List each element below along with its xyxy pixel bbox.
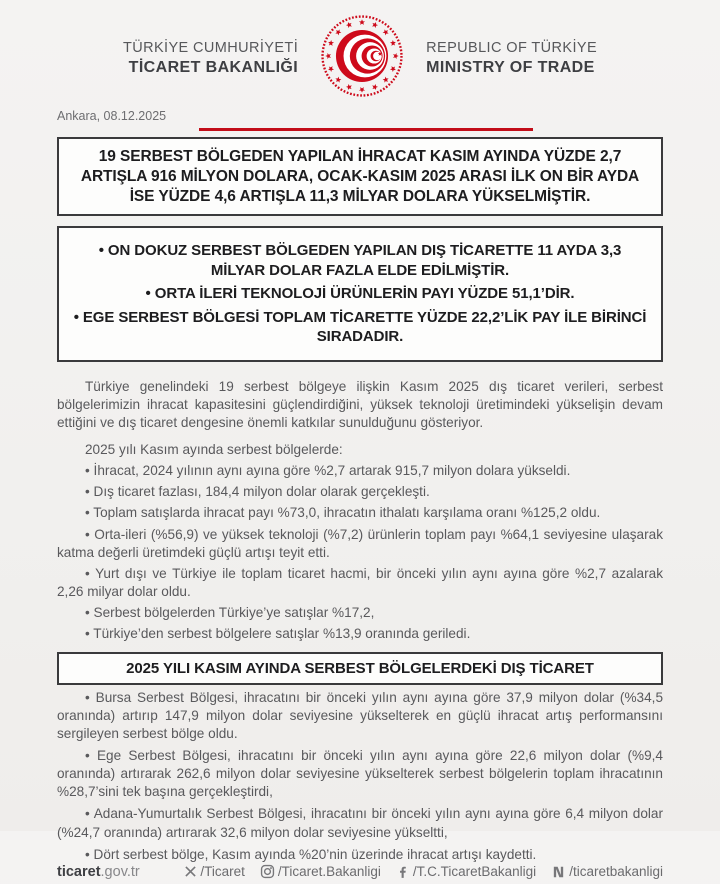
header-turkish-line1: TÜRKİYE CUMHURİYETİ: [122, 40, 299, 57]
instagram-icon: [260, 864, 275, 879]
social-handle: /ticaretbakanligi: [569, 864, 663, 880]
highlight-bullet: • EGE SERBEST BÖLGESİ TOPLAM TİCARETTE YÜZDE 22,2’LİK PAY İLE BİRİNCİ SIRADADIR.: [73, 308, 647, 346]
x-icon: [184, 865, 197, 878]
social-handle: /Ticaret.Bakanligi: [277, 864, 381, 880]
detail-item: • Bursa Serbest Bölgesi, ihracatını bir önceki yılın aynı ayına göre 37,9 milyon dolar (%34,5 oranında) artırıp 147,9 milyon dolar seviyesine yükselterek en güçlü ihracat artış performansını sergileyen serbest bölge oldu.: [57, 690, 663, 742]
facebook-icon: [396, 865, 410, 879]
header-divider-red-segment: [199, 128, 532, 131]
nsosyal-icon: [551, 865, 566, 879]
highlight-bullet: • ORTA İLERİ TEKNOLOJİ ÜRÜNLERİN PAYI YÜZDE 51,1’DİR.: [145, 285, 575, 303]
header-turkish-title: [123, 39, 298, 77]
section-title-box: 2025 YILI KASIM AYINDA SERBEST BÖLGELERDEKİ DIŞ TİCARET: [57, 652, 663, 685]
social-link-x[interactable]: [184, 864, 245, 879]
social-links: [184, 864, 663, 879]
intro-paragraph: Türkiye genelindeki 19 serbest bölgeye ilişkin Kasım 2025 dış ticaret verileri, serbest bölgelerimizin ihracat kapasitesini güçlendirdiğini, yüksek teknoloji üretimindeki yükselişin devam ettiğini ve dış ticaret dengesine önemli katkılar sunulduğunu gösteriyor.: [57, 378, 663, 431]
stat-item: • Yurt dışı ve Türkiye ile toplam ticaret hacmi, bir önceki yılın aynı ayına göre %2,7 azalarak 2,26 milyar dolar oldu.: [57, 565, 663, 599]
ministry-emblem-icon: [320, 14, 404, 103]
website-rest-part: .gov.tr: [100, 863, 140, 880]
stat-item: • Serbest bölgelerden Türkiye’ye satışlar %17,2,: [85, 604, 375, 620]
stat-item: • Türkiye’den serbest bölgelere satışlar %13,9 oranında geriledi.: [85, 625, 471, 641]
monthly-list-intro: 2025 yılı Kasım ayında serbest bölgelerde:: [85, 442, 343, 458]
stat-item: • Orta-ileri (%56,9) ve yüksek teknoloji (%7,2) ürünlerin toplam payı %64,1 seviyesine ulaşarak katma değerli üretimdeki güçlü artışı teyit etti.: [57, 526, 663, 560]
header-english-line2: MINISTRY OF TRADE: [426, 58, 595, 76]
header-turkish-line2: TİCARET BAKANLIĞI: [128, 58, 299, 76]
highlights-box: [57, 226, 663, 362]
website-bold-part: ticaret: [57, 863, 101, 880]
social-link-nsosyal[interactable]: [551, 864, 663, 879]
detail-item: • Ege Serbest Bölgesi, ihracatını bir önceki yılın aynı ayına göre 22,6 milyon dolar (%9,4 oranında) artırarak 262,6 milyon dolar seviyesine yükselterek serbest bölgelerin toplam ihracatının %28,7’sini tek başına gerçekleştirdi,: [57, 748, 663, 800]
social-link-instagram[interactable]: [260, 864, 381, 879]
social-handle: /Ticaret: [200, 864, 245, 880]
highlight-bullet: • ON DOKUZ SERBEST BÖLGEDEN YAPILAN DIŞ TİCARETTE 11 AYDA 3,3 MİLYAR DOLAR FAZLA ELDE EDİLMİŞTİR.: [98, 242, 622, 279]
website-link[interactable]: [57, 864, 140, 880]
headline-box: 19 SERBEST BÖLGEDEN YAPILAN İHRACAT KASIM AYINDA YÜZDE 2,7 ARTIŞLA 916 MİLYON DOLARA, OCAK-KASIM 2025 ARASI İLK ON BİR AYDA İSE YÜZDE 4,6 ARTIŞLA 11,3 MİLYAR DOLARA YÜKSELMİŞTİR.: [57, 137, 663, 216]
dateline: Ankara, 08.12.2025: [57, 109, 167, 123]
header: [57, 14, 663, 103]
social-link-facebook[interactable]: [396, 864, 536, 879]
footer: [57, 864, 663, 884]
stat-item: • Toplam satışlarda ihracat payı %73,0, ihracatın ithalatı karşılama oranı %125,2 oldu.: [85, 505, 601, 521]
stat-item: • Dış ticaret fazlası, 184,4 milyon dolar olarak gerçekleşti.: [85, 484, 430, 500]
social-handle: /T.C.TicaretBakanligi: [412, 864, 537, 880]
header-english-title: [426, 39, 597, 77]
stat-item: • İhracat, 2024 yılının aynı ayına göre %2,7 artarak 915,7 milyon dolara yükseldi.: [85, 463, 571, 479]
detail-item: • Adana-Yumurtalık Serbest Bölgesi, ihracatını bir önceki yılın aynı ayına göre 6,4 milyon dolar (%24,7 oranında) artırarak 32,6 milyon dolar seviyesine yükseltti,: [57, 806, 663, 840]
detail-item: • Dört serbest bölge, Kasım ayında %20’nin üzerinde ihracat artışı kaydetti.: [85, 846, 537, 862]
header-english-line1: REPUBLIC OF TÜRKİYE: [426, 40, 598, 57]
